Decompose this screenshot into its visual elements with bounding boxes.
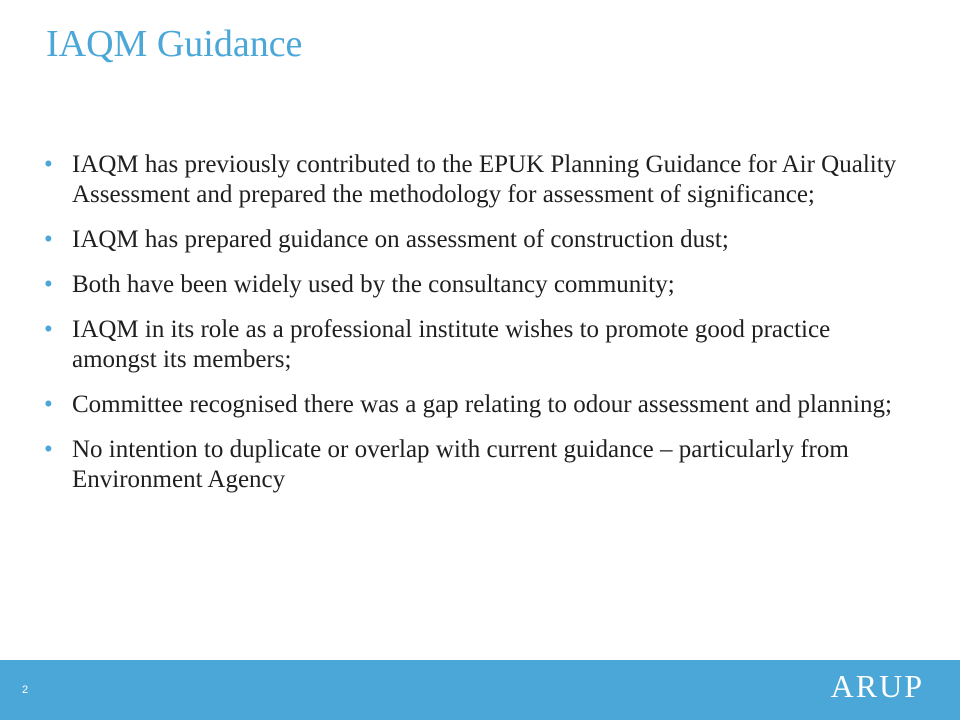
bullet-icon: • [44, 436, 53, 463]
bullet-item [44, 390, 904, 420]
bullet-text: IAQM has previously contributed to the EPUK Planning Guidance for Air Quality Assessment and prepared the methodology for assessment of significance; [72, 151, 897, 208]
bullet-icon: • [44, 151, 53, 178]
footer-bar [0, 660, 960, 720]
bullet-text: No intention to duplicate or overlap with current guidance – particularly from Environment Agency [72, 436, 849, 493]
bullet-item [44, 150, 904, 210]
bullet-text: Both have been widely used by the consultancy community; [72, 271, 675, 298]
bullet-icon: • [44, 226, 53, 253]
bullet-list [44, 150, 904, 510]
bullet-icon: • [44, 271, 53, 298]
bullet-item [44, 225, 904, 255]
bullet-text: IAQM has prepared guidance on assessment of construction dust; [72, 226, 729, 253]
bullet-item [44, 315, 904, 375]
bullet-icon: • [44, 391, 53, 418]
page-number: 2 [22, 684, 29, 696]
bullet-item [44, 435, 904, 495]
bullet-item [44, 270, 904, 300]
bullet-icon: • [44, 316, 53, 343]
bullet-text: IAQM in its role as a professional institute wishes to promote good practice amongst its members; [72, 316, 831, 373]
arup-logo: ARUP [830, 668, 924, 704]
slide-title: IAQM Guidance [46, 23, 303, 65]
bullet-text: Committee recognised there was a gap relating to odour assessment and planning; [72, 391, 892, 418]
